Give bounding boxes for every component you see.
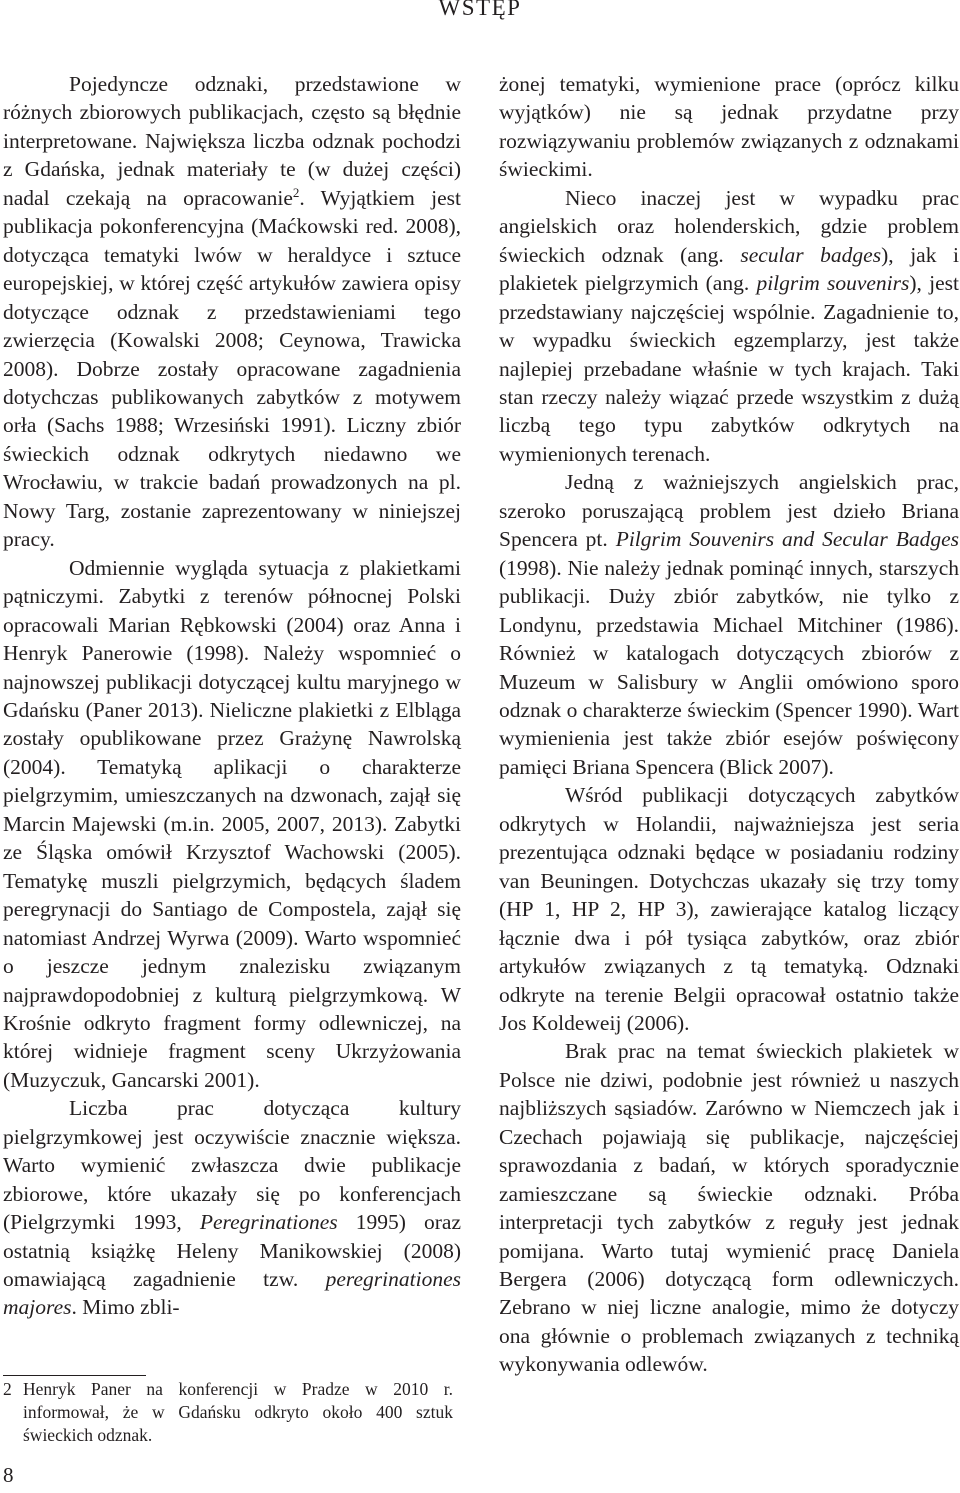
italic-text: Peregrinationes bbox=[199, 1210, 338, 1235]
footnote-number: 2 bbox=[3, 1379, 12, 1399]
italic-text: secular badges bbox=[740, 242, 882, 267]
page-number: 8 bbox=[3, 1463, 14, 1487]
text-run: ), jak i plakietek pielgrzymich (ang. bbox=[499, 242, 959, 296]
italic-text: Pilgrim Souvenirs and Secular Badges bbox=[615, 527, 959, 552]
paragraph bbox=[3, 554, 461, 1095]
text-run: Wśród publikacji dotyczących zabytków odkrytych w Holandii, najważniejsza jest seria prezentująca odznaki będące w posiadaniu rodziny van Beuningen. Dotychczas ukazały się trzy tomy (HP 1, HP 2, HP 3), zawierające katalog liczący łącznie dwa i pół tysiąca zabytków, oraz zbiór artykułów związanych z tą tematyką. Odznaki odkryte na terenie Belgii opracował ostatnio także Jos Koldeweij (2006). bbox=[499, 783, 959, 1035]
text-run: . Mimo zbli- bbox=[71, 1295, 180, 1320]
text-run: Jedną z ważniejszych angielskich prac, szeroko poruszającą problem jest dzieło Briana Spencera pt. bbox=[499, 470, 959, 552]
paragraph bbox=[3, 1094, 461, 1322]
paragraph bbox=[499, 1037, 959, 1378]
paragraph bbox=[499, 184, 959, 469]
paragraph bbox=[3, 70, 461, 554]
text-run: Odmiennie wygląda sytuacja z plakietkami pątniczymi. Zabytki z terenów północnej Polski opracowali Marian Rębkowski (2004) oraz Anna i Henryk Panerowie (1998). Należy wspomnieć o najnowszej publikacji dotyczącej kultu maryjnego w Gdańsku (Paner 2013). Nieliczne plakietki z Elbląga zostały opublikowane przez Grażynę Nawrolską (2004). Tematyką aplikacji o charakterze pielgrzymim, umieszczanych na dzwonach, zajął się Marcin Majewski (m.in. 2005, 2007, 2013). Zabytki ze Śląska omówił Krzysztof Wachowski (2005). Tematykę muszli pielgrzymich, będących śladem peregrynacji do Santiago de Compostela, zajął się natomiast Andrzej Wyrwa (2009). Warto wspomnieć o jeszcze jednym znalezisku związanym najprawdopodobniej z kulturą pielgrzymkową. W Krośnie odkryto fragment formy odlewniczej, na której widnieje fragment sceny Ukrzyżowania (Muzyczuk, Gancarski 2001). bbox=[3, 555, 461, 1092]
paragraph bbox=[499, 781, 959, 1037]
running-head: WSTĘP bbox=[438, 0, 522, 20]
text-run: Nieco inaczej jest w wypadku prac angielskich oraz holenderskich, gdzie problem świeckich odznak (ang. bbox=[499, 185, 959, 267]
text-run: Pojedyncze odznaki, przedstawione w różnych zbiorowych publikacjach, często są błędnie interpretowane. Największa liczba odznak pochodzi z Gdańska, jednak materiały te (w dużej części) nadal czekają na opracowanie bbox=[3, 72, 461, 210]
paragraph bbox=[499, 468, 959, 781]
italic-text: peregrinationes majores bbox=[3, 1267, 461, 1320]
text-run: . Wyjątkiem jest publikacja pokonferencyjna (Maćkowski red. 2008), dotycząca tematyki lwów w heraldyce i sztuce europejskiej, w której część artykułów zawiera opisy dotyczące odznak z przedstawieniami tego zwierzęcia (Kowalski 2008; Ceynowa, Trawicka 2008). Dobrze zostały opracowane zagadnienia dotychczas publikowanych zabytków z motywem orła (Sachs 1988; Wrzesiński 1991). Liczny zbiór świeckich odznak odkrytych niedawno we Wrocławiu, w trakcie badań prowadzonych na pl. Nowy Targ, zostanie zaprezentowany w niniejszej pracy. bbox=[3, 185, 461, 552]
italic-text: pilgrim souvenirs bbox=[756, 271, 910, 296]
text-run: żonej tematyki, wymienione prace (oprócz kilku wyjątków) nie są jednak przydatne przy rozwiązywaniu problemów związanych z odznakami świeckimi. bbox=[499, 72, 959, 182]
footnote bbox=[3, 1378, 453, 1447]
text-run: Liczba prac dotycząca kultury pielgrzymkowej jest oczywiście znacznie większa. Warto wymienić zwłaszcza dwie publikacje zbiorowe, które ukazały się po konferencjach (Pielgrzymki 1993, bbox=[3, 1096, 461, 1235]
footnote-separator bbox=[3, 1375, 146, 1376]
paragraph bbox=[499, 70, 959, 184]
text-run: Brak prac na temat świeckich plakietek w Polsce nie dziwi, podobnie jest również u naszych najbliższych sąsiadów. Zarówno w Niemczech jak i Czechach pojawiają się publikacje, najczęściej sprawozdania z badań, w których sporadycznie zamieszczane są świeckie odznaki. Próba interpretacji tych zabytków z reguły jest jednak pomijana. Warto tutaj wymienić pracę Daniela Bergera (2006) dotyczącą form odlewniczych. Zebrano w niej liczne analogie, mimo że dotyczy ona głównie o problemach związanych z techniką wykonywania odlewów. bbox=[499, 1039, 959, 1377]
left-text-column bbox=[3, 70, 461, 1322]
text-run: ), jest przedstawiany najczęściej wspólnie. Zagadnienie to, w wypadku świeckich egzemplarzy, jest także najlepiej przebadane właśnie w tych krajach. Taki stan rzeczy należy wiązać przede wszystkim z dużą liczbą tego typu zabytków odkrytych na wymienionych terenach. bbox=[499, 271, 959, 466]
footnote-reference: 2 bbox=[292, 184, 300, 200]
right-text-column bbox=[499, 70, 959, 1379]
text-run: (1998). Nie należy jednak pominąć innych, starszych publikacji. Duży zbiór zabytków, nie tylko z Londynu, przedstawia Michael Mitchiner (1986). Również w katalogach dotyczących zbiorów z Muzeum w Salisbury w Anglii omówiono sporo odznak o charakterze świeckim (Spencer 1990). Wart wymienienia jest także zbiór esejów poświęcony pamięci Briana Spencera (Blick 2007). bbox=[499, 555, 959, 779]
footnote-text: Henryk Paner na konferencji w Pradze w 2010 r. informował, że w Gdańsku odkryto około 400 sztuk świeckich odznak. bbox=[23, 1379, 453, 1445]
text-run: 1995) oraz ostatnią książkę Heleny Manikowskiej (2008) omawiającą zagadnienie tzw. bbox=[3, 1210, 461, 1292]
